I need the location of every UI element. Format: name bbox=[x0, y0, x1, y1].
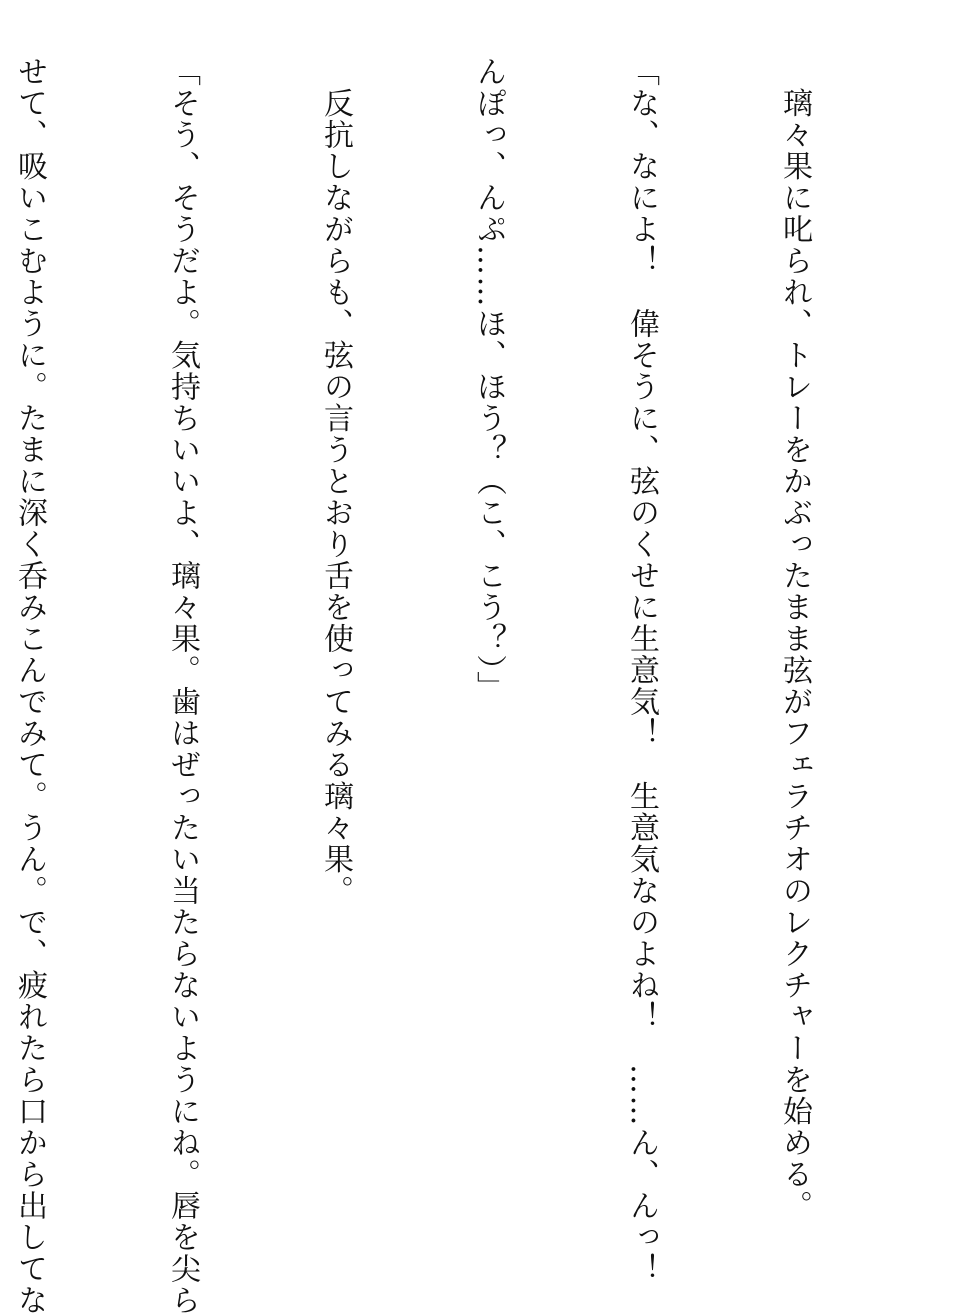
text-line: 「そう、そうだよ。気持ちいいよ、璃々果。歯はぜったい当たらないようにね。唇を尖ら bbox=[165, 56, 200, 1316]
text-line: 「な、なによ！ 偉そうに、弦のくせに生意気！ 生意気なのよね！ ……ん、んっ！ bbox=[624, 56, 659, 1285]
text-line: んぽっ、んぷ……ほ、ほう？（こ、こう？）」 bbox=[471, 56, 506, 703]
vertical-text-block bbox=[0, 56, 922, 1316]
text-line: せて、吸いこむように。たまに深く呑みこんでみて。うん。で、疲れたら口から出してな bbox=[12, 56, 47, 1316]
text-line: 反抗しながらも、弦の言うとおり舌を使ってみる璃々果。 bbox=[318, 56, 353, 907]
text-line: 璃々果に叱られ、トレーをかぶったまま弦がフェラチオのレクチャーを始める。 bbox=[777, 56, 812, 1222]
